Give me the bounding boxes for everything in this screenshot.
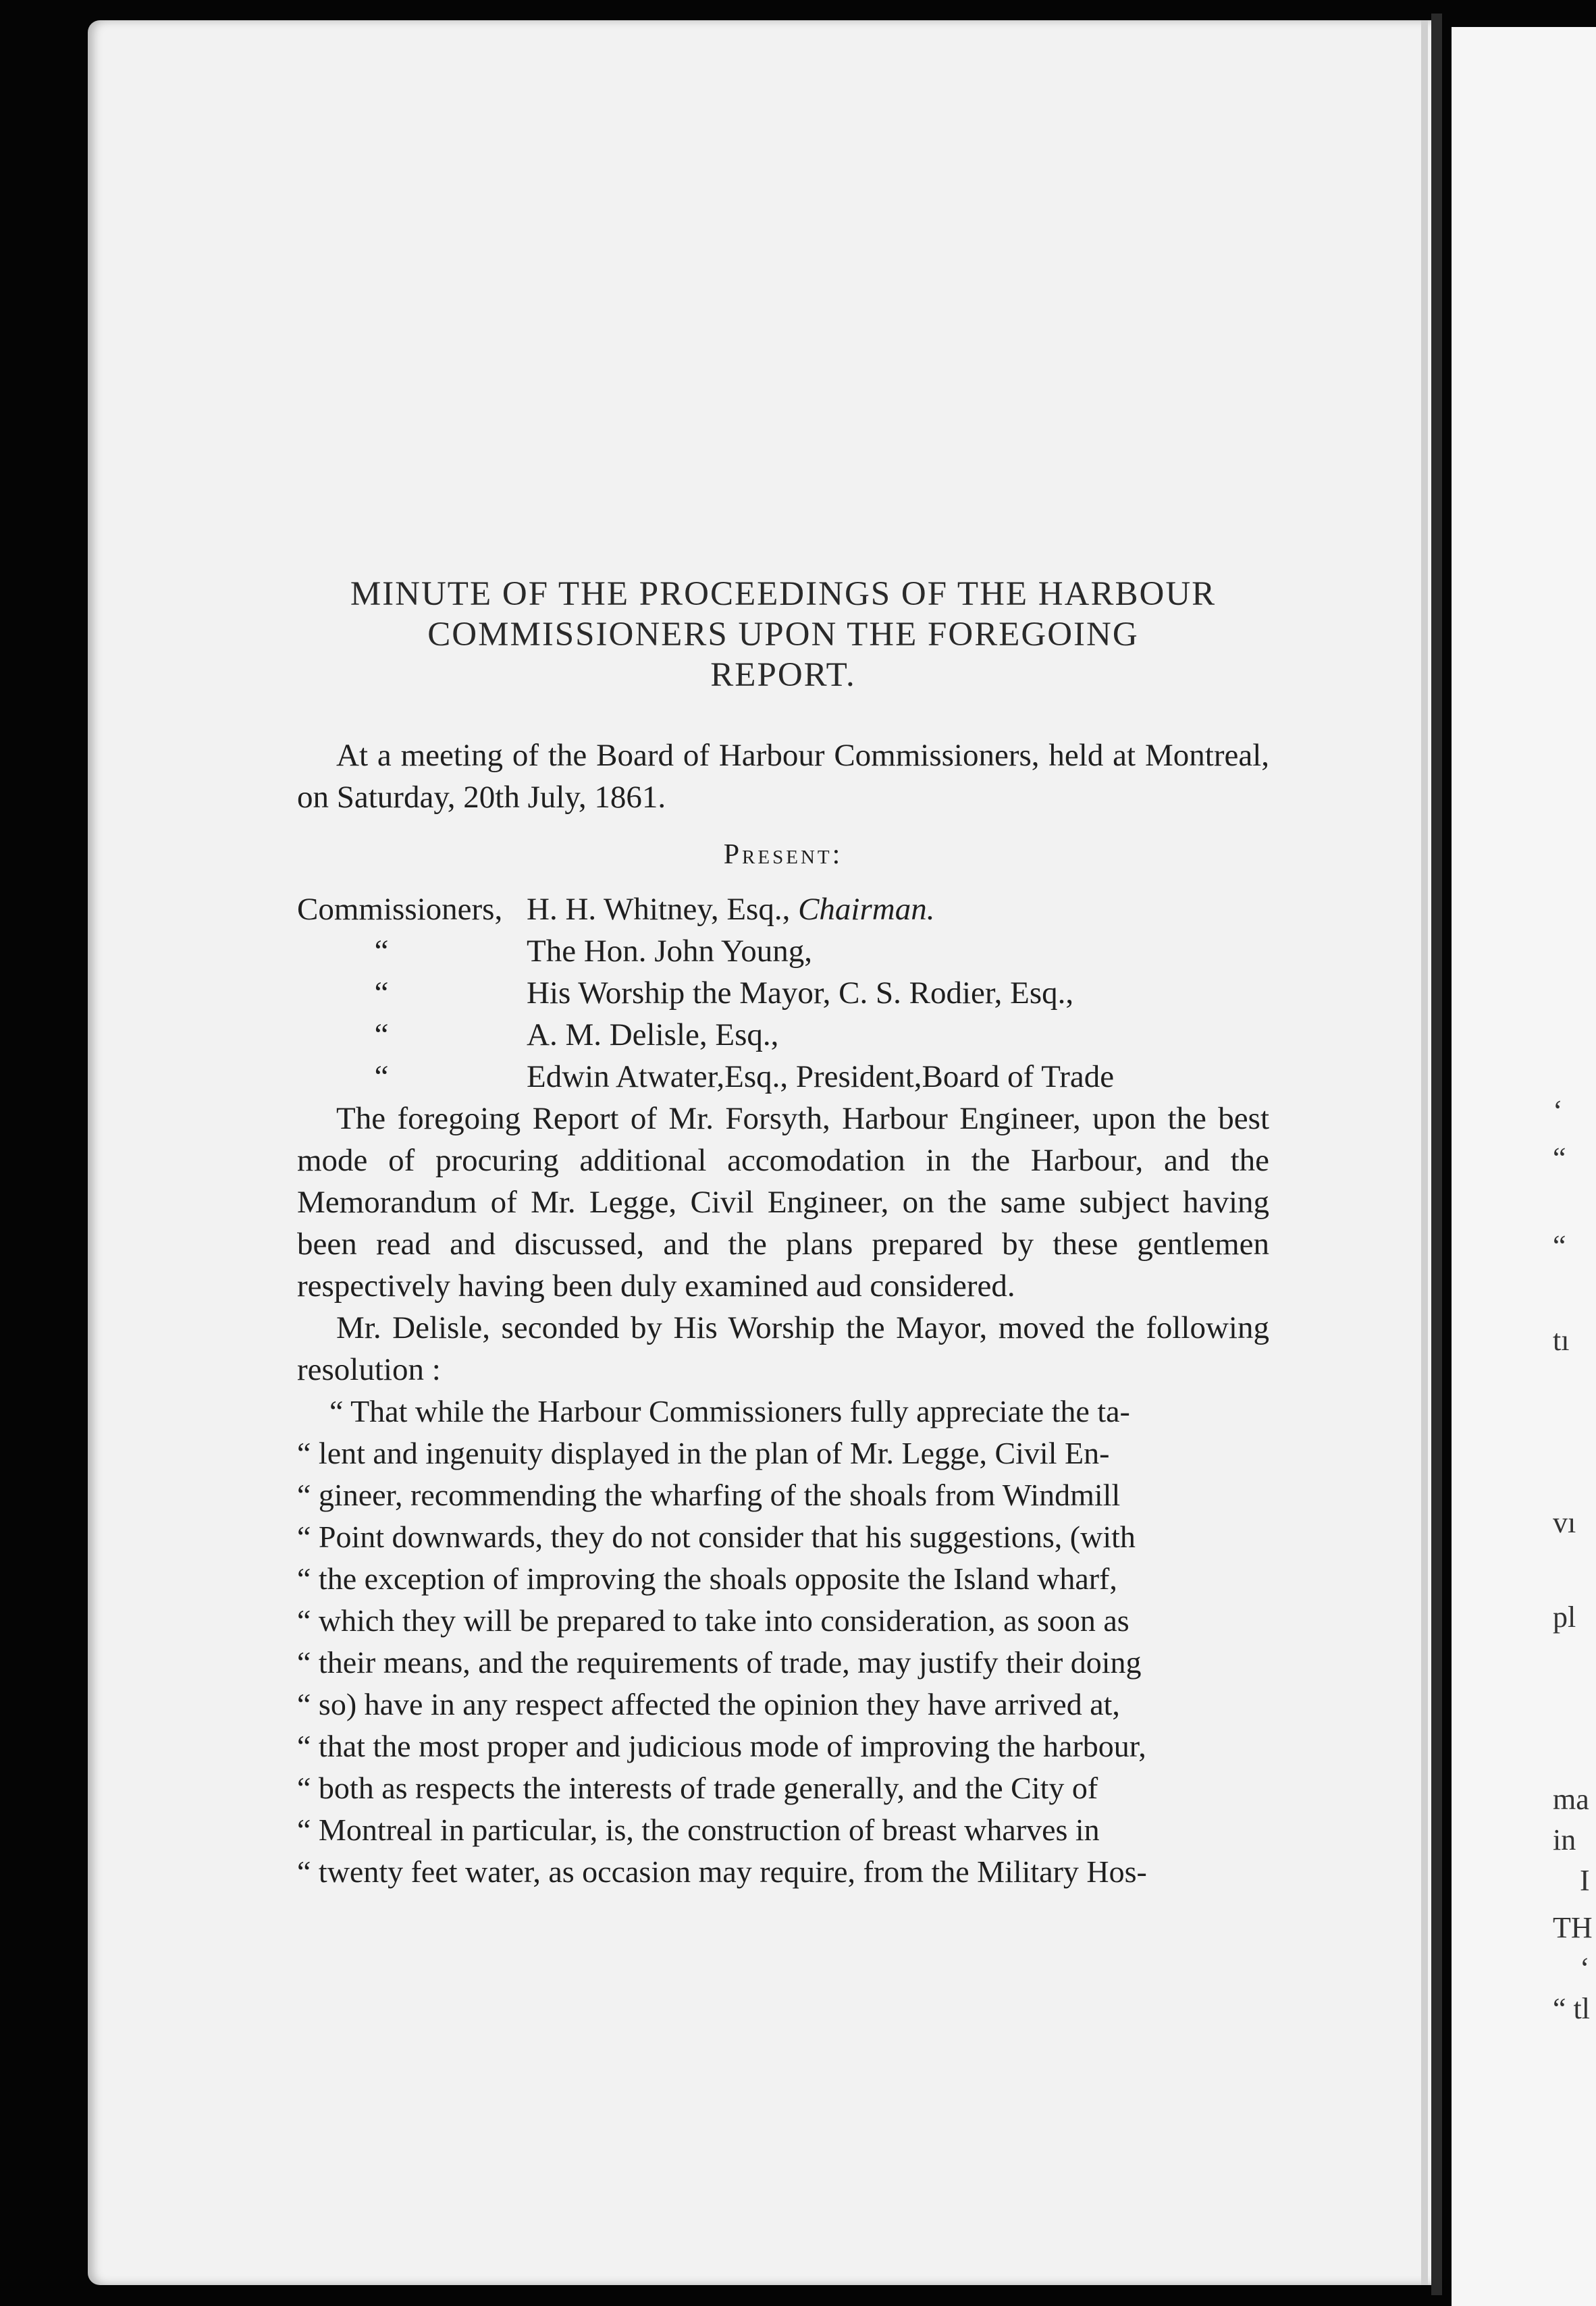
attendee-row [297,930,1269,972]
title-line: COMMISSIONERS UPON THE FOREGOING [427,616,1139,653]
ditto-mark: “ [374,975,389,1011]
resolution-line: “ their means, and the requirements of trade, may justify their doing [297,1645,1142,1680]
ditto-mark: “ [374,934,389,969]
resolution-line: “ so) have in any respect affected the opinion they have arrived at, [297,1687,1120,1721]
facing-fragment: ‘ [1553,1094,1563,1127]
facing-fragment: “ tl [1553,1992,1590,2025]
resolution-line: “ twenty feet water, as occasion may require, from the Military Hos- [297,1854,1147,1889]
facing-page [1452,27,1596,2306]
page-content [297,574,1269,1893]
facing-fragment: “ [1553,1142,1566,1175]
facing-fragment: tı [1553,1324,1570,1357]
resolution-text [297,1391,1269,1893]
attendee-row [297,972,1269,1014]
facing-fragment: ma [1553,1783,1589,1816]
attendee-role: Commissioners, [297,892,503,927]
report-paragraph: The foregoing Report of Mr. Forsyth, Harbour Engineer, upon the best mode of procuring additional accomodation in the Harbour, and the Memorandum of Mr. Legge, Civil Engineer, on the same subject having been read and discussed, and the plans prepared by these gentlemen respectively having been duly examined aud considered. [297,1101,1269,1304]
title-line: MINUTE OF THE PROCEEDINGS OF THE HARBOUR [350,575,1217,613]
attendee-name: The Hon. John Young, [527,934,813,969]
resolution-line: “ Point downwards, they do not consider that his suggestions, (with [297,1520,1136,1554]
attendee-name: His Worship the Mayor, C. S. Rodier, Esq., [527,975,1074,1011]
resolution-line: “ Montreal in particular, is, the construction of breast wharves in [297,1813,1100,1847]
attendee-name: Edwin Atwater,Esq., President,Board of Trade [527,1059,1115,1094]
attendee-list [297,888,1269,1098]
present-heading: Present: [723,839,843,870]
attendee-name: H. H. Whitney, Esq., [527,892,799,927]
minute-title [297,574,1269,695]
title-line: REPORT. [710,656,856,694]
book-spine [1431,14,1442,2295]
meeting-paragraph: At a meeting of the Board of Harbour Commissioners, held at Montreal, on Saturday, 20th July, 1861. [297,738,1269,815]
ditto-mark: “ [374,1017,389,1052]
resolution-line: “ that the most proper and judicious mode of improving the harbour, [297,1729,1146,1763]
attendee-title: Chairman. [798,892,935,927]
attendee-name: A. M. Delisle, Esq., [527,1017,779,1052]
facing-fragment: pl [1553,1601,1576,1634]
resolution-line: “ That while the Harbour Commissioners fully appreciate the ta- [329,1394,1130,1428]
ditto-mark: “ [374,1059,389,1094]
resolution-line: “ which they will be prepared to take into consideration, as soon as [297,1603,1129,1638]
resolution-line: “ the exception of improving the shoals opposite the Island wharf, [297,1561,1117,1596]
page-edge [1421,20,1428,2285]
resolution-line: “ lent and ingenuity displayed in the plan of Mr. Legge, Civil En- [297,1436,1110,1470]
facing-fragment: in [1553,1823,1576,1856]
motion-paragraph: Mr. Delisle, seconded by His Worship the Mayor, moved the following resolution : [297,1310,1269,1387]
attendee-row [297,888,1269,930]
attendee-name-group [527,888,934,930]
resolution-line: “ both as respects the interests of trade generally, and the City of [297,1771,1098,1805]
resolution-line: “ gineer, recommending the wharfing of the shoals from Windmill [297,1478,1121,1512]
facing-fragment: ‘ [1580,1952,1590,1985]
facing-fragment: “ [1553,1229,1566,1262]
attendee-row [297,1014,1269,1056]
facing-fragment: vı [1553,1506,1576,1539]
facing-fragment: I [1580,1864,1590,1897]
attendee-row [297,1056,1269,1098]
facing-fragment: TH [1553,1911,1593,1944]
